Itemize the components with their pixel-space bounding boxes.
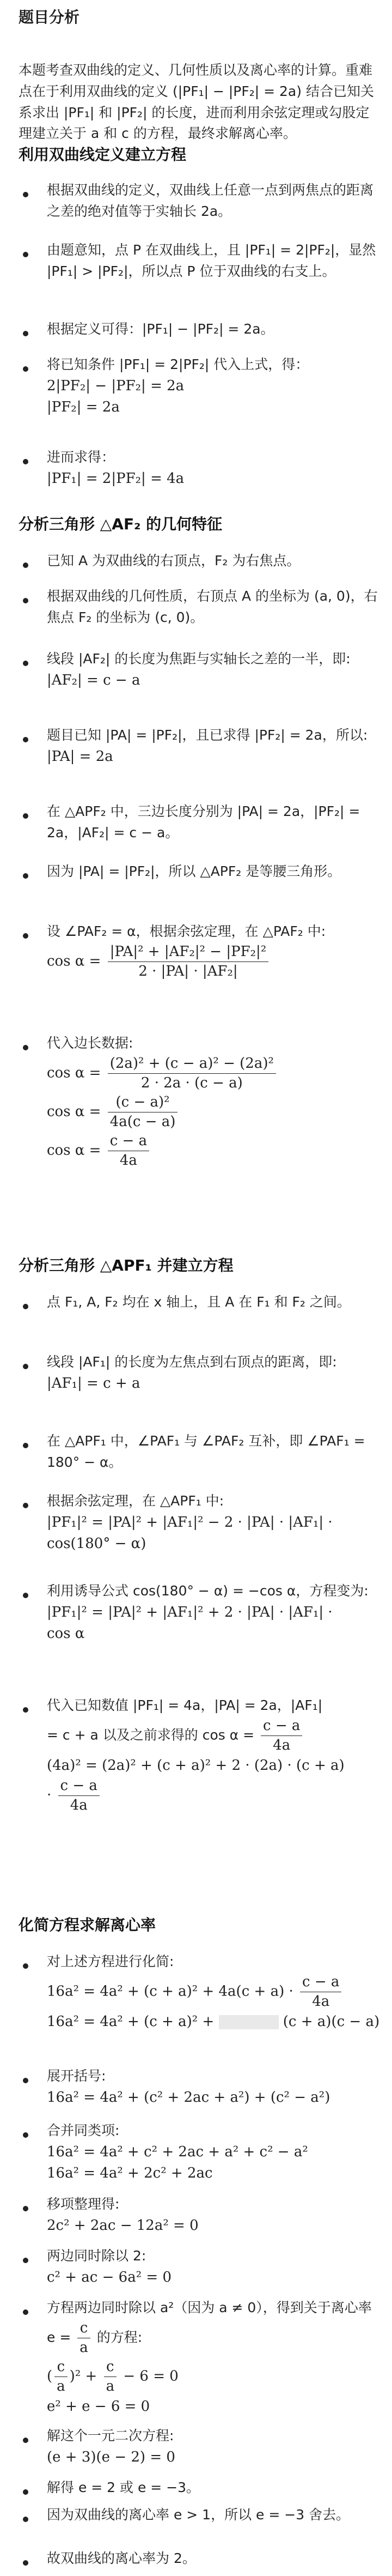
bullet-dot: [23, 2132, 28, 2138]
list-item-text: 题目已知 |PA| = |PF₂|，且已求得 |PF₂| = 2a，所以:: [47, 727, 368, 743]
list-item-text: 根据双曲线的几何性质，右顶点 A 的坐标为 (a, 0)，右焦点 F₂ 的坐标为 (c, 0)。: [47, 588, 378, 625]
list-item: [23, 2505, 379, 2526]
bullet-dot: [23, 1963, 28, 1969]
fraction: [300, 1973, 341, 2011]
list-item: [23, 447, 379, 489]
list-item: [23, 1292, 379, 1313]
fraction-denominator: 4a: [273, 1737, 291, 1753]
list-item: [23, 2426, 379, 2468]
bullet-dot: [23, 1707, 28, 1713]
fraction-denominator: 2 · |PA| · |AF₂|: [138, 963, 238, 979]
list-item-text: 已知 A 为双曲线的右顶点，F₂ 为右焦点。: [47, 553, 301, 569]
list-item-text: 展开括号:: [47, 2068, 106, 2084]
math-lhs: cos α =: [47, 1103, 101, 1120]
fraction-denominator: a: [57, 2378, 65, 2395]
bullet-dot: [23, 2258, 28, 2263]
bullet-dot: [23, 1045, 28, 1050]
list-item: [23, 2066, 379, 2108]
math-line: |PF₁| = 2|PF₂| = 4a: [47, 470, 185, 487]
bullet-dot: [23, 1443, 28, 1448]
bullet-dot: [23, 598, 28, 603]
math-line: 16a² = 4a² + 2c² + 2ac: [47, 2164, 213, 2181]
fraction-numerator: (2a)² + (c − a)² − (2a)²: [108, 1054, 276, 1074]
list-item-text: 由题意知，点 P 在双曲线上，且 |PF₁| = 2|PF₂|，显然 |PF₁| > |PF₂|，所以点 P 位于双曲线的右支上。: [47, 242, 376, 279]
list-item: [23, 586, 379, 628]
bullet-dot: [23, 1304, 28, 1309]
list-item-text: 在 △APF₁ 中，∠PAF₁ 与 ∠PAF₂ 互补，即 ∠PAF₁ = 180° − α。: [47, 1433, 365, 1470]
masked-region: [219, 2015, 279, 2029]
fraction: [261, 1716, 302, 1755]
list-item-text: = c + a 以及之前求得的 cos α =: [47, 1727, 255, 1743]
math-lhs: cos α =: [47, 1065, 101, 1081]
bullet-dot: [23, 2078, 28, 2083]
fraction-denominator: 4a: [70, 1797, 88, 1814]
list-item: [23, 861, 379, 882]
list-item: [23, 1951, 379, 2033]
list-item-text: 在 △APF₂ 中，三边长度分别为 |PA| = 2a，|PF₂| = 2a，|AF₂| = c − a。: [47, 803, 360, 840]
list-item-text: 根据定义可得：|PF₁| − |PF₂| = 2a。: [47, 321, 274, 337]
math-operator: − 6 = 0: [123, 2368, 179, 2385]
fraction-numerator: c: [54, 2357, 68, 2377]
section-title-solve: 化简方程求解离心率: [19, 1916, 156, 1934]
list-item: [23, 240, 379, 282]
list-item: [23, 801, 379, 844]
math-line: |AF₁| = c + a: [47, 1375, 140, 1392]
math-line: |PF₁|² = |PA|² + |AF₁|² − 2 · |PA| · |AF₁| ·: [47, 1514, 333, 1531]
math-line: 16a² = 4a² + (c² + 2ac + a²) + (c² − a²): [47, 2089, 330, 2106]
math-operator: ² +: [75, 2368, 97, 2385]
fraction: [58, 1776, 100, 1815]
math-line: (c + a)(c − a): [283, 2013, 380, 2030]
math-line: |PA| = 2a: [47, 748, 113, 765]
fraction-numerator: c − a: [108, 1132, 149, 1151]
bullet-dot: [23, 1364, 28, 1369]
list-item: [23, 180, 379, 222]
list-item: [23, 2120, 379, 2184]
list-item: [23, 1431, 379, 1473]
math-line: |AF₂| = c − a: [47, 672, 140, 688]
list-item: [23, 1352, 379, 1394]
fraction: [104, 2357, 117, 2396]
bullet-dot: [23, 2438, 28, 2443]
bullet-dot: [23, 192, 28, 197]
bullet-dot: [23, 933, 28, 939]
bullet-dot: [23, 1503, 28, 1508]
list-item-text: 根据双曲线的定义，双曲线上任意一点到两焦点的距离之差的绝对值等于实轴长 2a。: [47, 182, 374, 219]
list-item-text: 解这个一元二次方程:: [47, 2428, 174, 2444]
math-line: e² + e − 6 = 0: [47, 2398, 150, 2415]
fraction-denominator: 2 · 2a · (c − a): [140, 1074, 243, 1091]
math-line: c² + ac − 6a² = 0: [47, 2269, 171, 2285]
bullet-dot: [23, 2489, 28, 2495]
math-line: 2c² + 2ac − 12a² = 0: [47, 2217, 199, 2234]
fraction: [108, 942, 269, 981]
bullet-dot: [23, 737, 28, 742]
bullet-dot: [23, 563, 28, 568]
bullet-dot: [23, 252, 28, 257]
section-title-triangle-apf1: 分析三角形 △APF₁ 并建立方程: [19, 1256, 234, 1274]
fraction-denominator: 4a(c − a): [109, 1114, 176, 1130]
list-item-text: 代入已知数值 |PF₁| = 4a，|PA| = 2a，|AF₁|: [47, 1697, 323, 1713]
list-item-text: 对上述方程进行化简:: [47, 1954, 174, 1969]
section-title-definition: 利用双曲线定义建立方程: [19, 146, 187, 164]
math-line: 16a² = 4a² + (c + a)² +: [47, 2013, 215, 2030]
list-item-text: 两边同时除以 2:: [47, 2248, 146, 2264]
math-line: |PF₂| = 2a: [47, 398, 120, 415]
bullet-dot: [23, 2206, 28, 2211]
fraction: [108, 1054, 276, 1093]
list-item-text: 将已知条件 |PF₁| = 2|PF₂| 代入上式，得：: [47, 356, 309, 372]
list-item: [23, 2246, 379, 2288]
math-line: 16a² = 4a² + (c + a)² + 4a(c + a) ·: [47, 1983, 293, 2000]
list-item-text: 设 ∠PAF₂ = α，根据余弦定理，在 △PAF₂ 中:: [47, 923, 326, 939]
list-item: [23, 2477, 379, 2499]
bullet-dot: [23, 661, 28, 666]
list-item-text: 点 F₁, A, F₂ 均在 x 轴上，且 A 在 F₁ 和 F₂ 之间。: [47, 1294, 351, 1310]
list-item-text: 方程两边同时除以 a²（因为 a ≠ 0），得到关于离心率 e =: [47, 2300, 372, 2345]
bullet-dot: [23, 873, 28, 879]
list-item: [23, 921, 379, 981]
fraction-denominator: 4a: [119, 1152, 137, 1169]
list-item: 方程两边同时除以 a²（因为 a ≠ 0），得到关于离心率 e = $\frac{c}{a}$ 的方程: ( $\frac{c}{a}$ )² + $\frac{c}{a}$ − 6 = 0 e² + e − 6 = 0: [23, 2297, 379, 2417]
math-operator: ·: [47, 1787, 52, 1804]
bullet-dot: [23, 2560, 28, 2566]
list-item-text: 代入边长数据:: [47, 1035, 133, 1051]
intro-paragraph: 本题考查双曲线的定义、几何性质以及离心率的计算。重难点在于利用双曲线的定义 (|PF₁| − |PF₂| = 2a) 结合已知关系求出 |PF₁| 和 |PF₂| 的长度，进而利用余弦定理或勾股定理建立关于 a 和 c 的方程，最终求解离心率。: [19, 62, 374, 142]
math-line: 2|PF₂| − |PF₂| = 2a: [47, 377, 185, 394]
list-item: [23, 1581, 379, 1644]
list-item-text: 故双曲线的离心率为 2。: [47, 2550, 196, 2566]
math-lhs: cos α =: [47, 1142, 101, 1159]
list-item-text: 移项整理得:: [47, 2196, 120, 2212]
list-item: [23, 725, 379, 767]
list-item-text: 因为双曲线的离心率 e > 1，所以 e = −3 舍去。: [47, 2507, 350, 2523]
fraction-numerator: c: [77, 2319, 90, 2338]
fraction-numerator: c − a: [58, 1776, 100, 1796]
fraction-numerator: c: [104, 2357, 117, 2377]
bullet-dot: [23, 2309, 28, 2315]
list-item: [23, 1033, 379, 1170]
bullet-dot: [23, 459, 28, 464]
list-item: [23, 1695, 379, 1815]
bullet-dot: [23, 2517, 28, 2522]
list-item: [23, 2194, 379, 2236]
bullet-dot: [23, 1593, 28, 1598]
list-item-text: 利用诱导公式 cos(180° − α) = −cos α，方程变为:: [47, 1583, 369, 1599]
fraction: [54, 2357, 68, 2396]
bullet-dot: [23, 813, 28, 819]
math-line: cos α: [47, 1625, 85, 1642]
fraction: [77, 2319, 90, 2357]
fraction-denominator: a: [79, 2339, 88, 2356]
list-item-text: 因为 |PA| = |PF₂|，所以 △APF₂ 是等腰三角形。: [47, 863, 341, 879]
list-item-text: 根据余弦定理，在 △APF₁ 中:: [47, 1493, 224, 1509]
list-item-text: 解得 e = 2 或 e = −3。: [47, 2480, 200, 2495]
list-item-text: 线段 |AF₁| 的长度为左焦点到右顶点的距离，即:: [47, 1354, 337, 1370]
section-title-triangle-af2: 分析三角形 △AF₂ 的几何特征: [19, 515, 223, 533]
list-item: [23, 1491, 379, 1555]
fraction-numerator: c − a: [300, 1973, 341, 1992]
math-line: |PF₁|² = |PA|² + |AF₁|² + 2 · |PA| · |AF₁| ·: [47, 1604, 333, 1620]
page-title: 题目分析: [19, 8, 80, 26]
math-lhs: cos α =: [47, 953, 101, 970]
fraction-denominator: 4a: [312, 1993, 330, 2010]
math-line: 16a² = 4a² + c² + 2ac + a² + c² − a²: [47, 2143, 308, 2160]
list-item-text: 进而求得：: [47, 449, 115, 465]
list-item: [23, 551, 379, 572]
math-line: (4a)² = (2a)² + (c + a)² + 2 · (2a) · (c + a): [47, 1757, 345, 1774]
math-line: cos(180° − α): [47, 1535, 146, 1552]
fraction: [108, 1093, 178, 1132]
bullet-dot: [23, 331, 28, 336]
math-line: (e + 3)(e − 2) = 0: [47, 2448, 175, 2465]
list-item: [23, 354, 379, 418]
fraction-denominator: a: [106, 2378, 115, 2395]
fraction-numerator: c − a: [261, 1716, 302, 1736]
fraction-numerator: |PA|² + |AF₂|² − |PF₂|²: [108, 942, 269, 962]
list-item-text: 线段 |AF₂| 的长度为焦距与实轴长之差的一半，即:: [47, 651, 351, 667]
fraction: [108, 1132, 149, 1170]
list-item: [23, 319, 379, 340]
list-item-text: 的方程:: [96, 2329, 143, 2345]
list-item: [23, 2548, 379, 2569]
list-item-text: 合并同类项:: [47, 2123, 120, 2138]
bullet-dot: [23, 366, 28, 372]
fraction-numerator: (c − a)²: [108, 1093, 178, 1112]
list-item: [23, 649, 379, 691]
